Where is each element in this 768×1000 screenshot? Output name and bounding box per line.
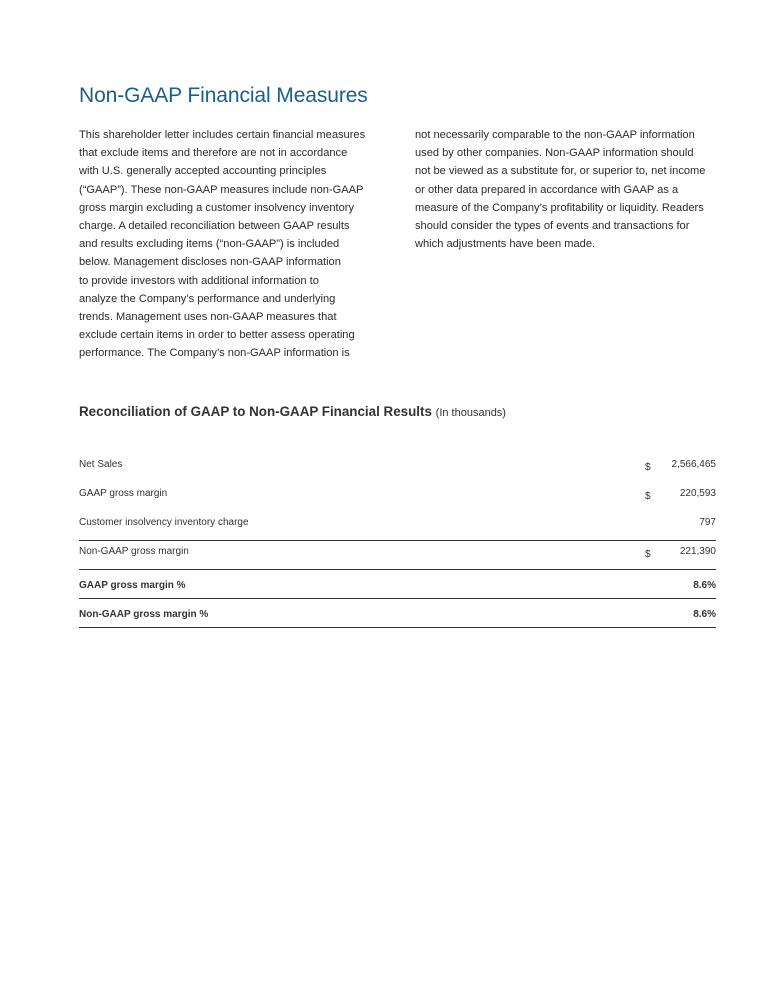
reconciliation-unit: (In thousands) — [435, 407, 506, 419]
intro-line: exclude certain items in order to better assess operating — [79, 329, 355, 342]
row-label: Non-GAAP gross margin — [79, 546, 189, 557]
intro-line: not be viewed as a substitute for, or superior to, net income — [415, 165, 706, 178]
table-row-non-gaap-margin-pct — [79, 609, 716, 629]
row-value: 8.6% — [693, 580, 716, 591]
table-row-insolvency-charge — [79, 517, 716, 537]
row-value: 220,593 — [679, 488, 716, 499]
row-label: GAAP gross margin — [79, 488, 168, 499]
table-row-gaap-gross-margin — [79, 488, 716, 508]
table-row-gaap-margin-pct — [79, 580, 716, 600]
table-divider — [79, 540, 716, 541]
row-value: 221,390 — [679, 546, 716, 557]
row-currency: $ — [645, 549, 651, 560]
intro-left-column — [79, 126, 389, 363]
intro-line: charge. A detailed reconciliation between GAAP results — [79, 220, 350, 233]
reconciliation-title-text: Reconciliation of GAAP to Non-GAAP Financial Results — [79, 404, 432, 419]
row-value: 2,566,465 — [671, 459, 716, 470]
intro-line: performance. The Company’s non-GAAP information is — [79, 347, 350, 360]
intro-right-column — [415, 126, 725, 253]
table-divider — [79, 598, 716, 599]
intro-line: or other data prepared in accordance with GAAP as a — [415, 183, 679, 196]
intro-line: and results excluding items (“non-GAAP”) is included — [79, 238, 340, 251]
row-value: 797 — [699, 517, 716, 528]
row-value: 8.6% — [693, 609, 716, 620]
page-title: Non-GAAP Financial Measures — [79, 84, 368, 107]
intro-line: should consider the types of events and transactions for — [415, 220, 690, 233]
intro-line: used by other companies. Non-GAAP information should — [415, 147, 694, 160]
row-currency: $ — [645, 491, 651, 502]
intro-line: to provide investors with additional information to — [79, 274, 319, 287]
intro-line: below. Management discloses non-GAAP information — [79, 256, 341, 269]
row-label: Customer insolvency inventory charge — [79, 517, 249, 528]
row-label: Net Sales — [79, 459, 123, 470]
row-label: GAAP gross margin % — [79, 580, 186, 591]
intro-line: with U.S. generally accepted accounting principles — [79, 165, 327, 178]
intro-line: gross margin excluding a customer insolvency inventory — [79, 201, 355, 214]
intro-line: (“GAAP”). These non-GAAP measures include non-GAAP — [79, 183, 364, 196]
intro-line: that exclude items and therefore are not in accordance — [79, 147, 348, 160]
row-currency: $ — [645, 462, 651, 473]
reconciliation-title — [79, 404, 506, 419]
intro-line: trends. Management uses non-GAAP measures that — [79, 311, 337, 324]
row-label: Non-GAAP gross margin % — [79, 609, 209, 620]
table-row-net-sales — [79, 459, 716, 479]
intro-line: This shareholder letter includes certain financial measures — [79, 129, 366, 141]
intro-line: not necessarily comparable to the non-GAAP information — [415, 129, 695, 141]
table-row-non-gaap-gross-margin — [79, 546, 716, 566]
intro-line: measure of the Company’s profitability or liquidity. Readers — [415, 201, 704, 214]
table-divider — [79, 569, 716, 570]
table-divider — [79, 627, 716, 628]
intro-line: which adjustments have been made. — [415, 238, 596, 251]
intro-line: analyze the Company’s performance and underlying — [79, 292, 336, 305]
